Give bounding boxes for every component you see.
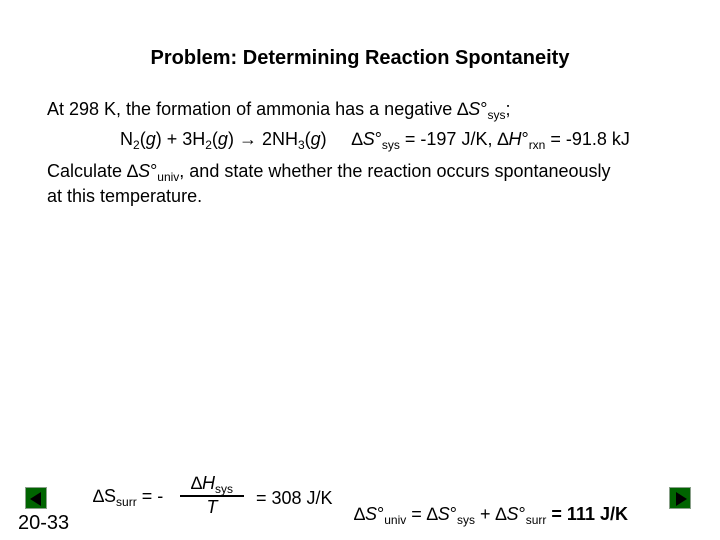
entropy-symbol: S [362,129,375,149]
fraction-denominator: T [206,497,218,517]
paren: ) [320,129,327,149]
entropy-symbol: S [138,161,151,181]
subscript-univ: univ [384,513,407,527]
suniv-result: = 111 J/K [546,504,628,524]
delta-symbol: ∆ [426,504,438,524]
nh3-formula: → 2NH [233,129,298,149]
suniv-equation [354,504,628,525]
triangle-right-icon [676,492,687,506]
subscript-rxn: rxn [528,138,546,152]
subscript-sys: sys [487,108,506,122]
problem-line-1-text: At 298 K, the formation of ammonia has a negative [47,99,458,119]
delta-symbol: ∆ [457,99,469,119]
spacer [327,129,352,149]
problem-line-3-text: Calculate [47,161,128,181]
delta-symbol: ∆ [93,486,105,506]
entropy-symbol: S [104,486,117,506]
paren: ) [155,129,162,149]
problem-line-3-end: , and state whether the reaction occurs spontaneously [179,161,611,181]
degree-symbol: ° [377,504,385,524]
paren: ( [211,129,218,149]
subscript-sys: sys [381,138,400,152]
h2-subscript: 2 [205,138,212,152]
subscript-sys: sys [215,482,233,496]
degree-symbol: ° [518,504,526,524]
entropy-symbol: S [365,504,378,524]
subscript-surr: surr [525,513,547,527]
delta-symbol: ∆ [127,161,139,181]
degree-symbol: ° [150,161,158,181]
triangle-left-icon [30,492,41,506]
delta-symbol: ∆ [495,504,507,524]
fraction-numerator [180,473,244,494]
equals: = [406,504,427,524]
next-slide-button[interactable] [669,487,691,509]
entropy-symbol: S [506,504,519,524]
delta-symbol: ∆ [497,129,509,149]
equals-minus: = - [136,486,164,506]
reaction-equation [120,129,630,150]
enthalpy-symbol: H [508,129,522,149]
paren: ( [304,129,311,149]
enthalpy-value: = -91.8 kJ [545,129,630,149]
nh3-subscript: 3 [297,138,305,152]
slide-number: 20-33 [18,512,70,534]
slide-title: Problem: Determining Reaction Spontaneity [150,47,570,69]
delta-symbol: ∆ [190,473,202,493]
paren: ( [139,129,146,149]
entropy-symbol: S [468,99,481,119]
n2-subscript: 2 [133,138,140,152]
ssurr-value: = 308 J/K [256,488,333,508]
problem-line-4: at this temperature. [47,186,203,206]
previous-slide-button[interactable] [25,487,47,509]
nh3-state: g [310,129,321,149]
delta-symbol: ∆ [351,129,363,149]
punctuation: ; [505,99,511,119]
degree-symbol: ° [480,99,488,119]
enthalpy-symbol: H [202,473,215,493]
subscript-surr: surr [116,495,137,509]
n2-state: g [145,129,156,149]
degree-symbol: ° [521,129,529,149]
h2-state: g [217,129,228,149]
problem-line-3 [47,161,611,182]
delta-symbol: ∆ [354,504,366,524]
entropy-value: = -197 J/K, [399,129,498,149]
paren: ) [227,129,234,149]
degree-symbol: ° [449,504,457,524]
degree-symbol: ° [374,129,382,149]
plus: + [475,504,496,524]
problem-line-1 [47,99,511,120]
enthalpy-over-temperature-fraction [180,473,244,518]
n2-formula: N [120,129,133,149]
h2-formula: + 3H [161,129,206,149]
entropy-symbol: S [437,504,450,524]
subscript-univ: univ [157,170,180,184]
subscript-sys: sys [457,513,475,527]
ssurr-equation-lhs [93,486,163,507]
